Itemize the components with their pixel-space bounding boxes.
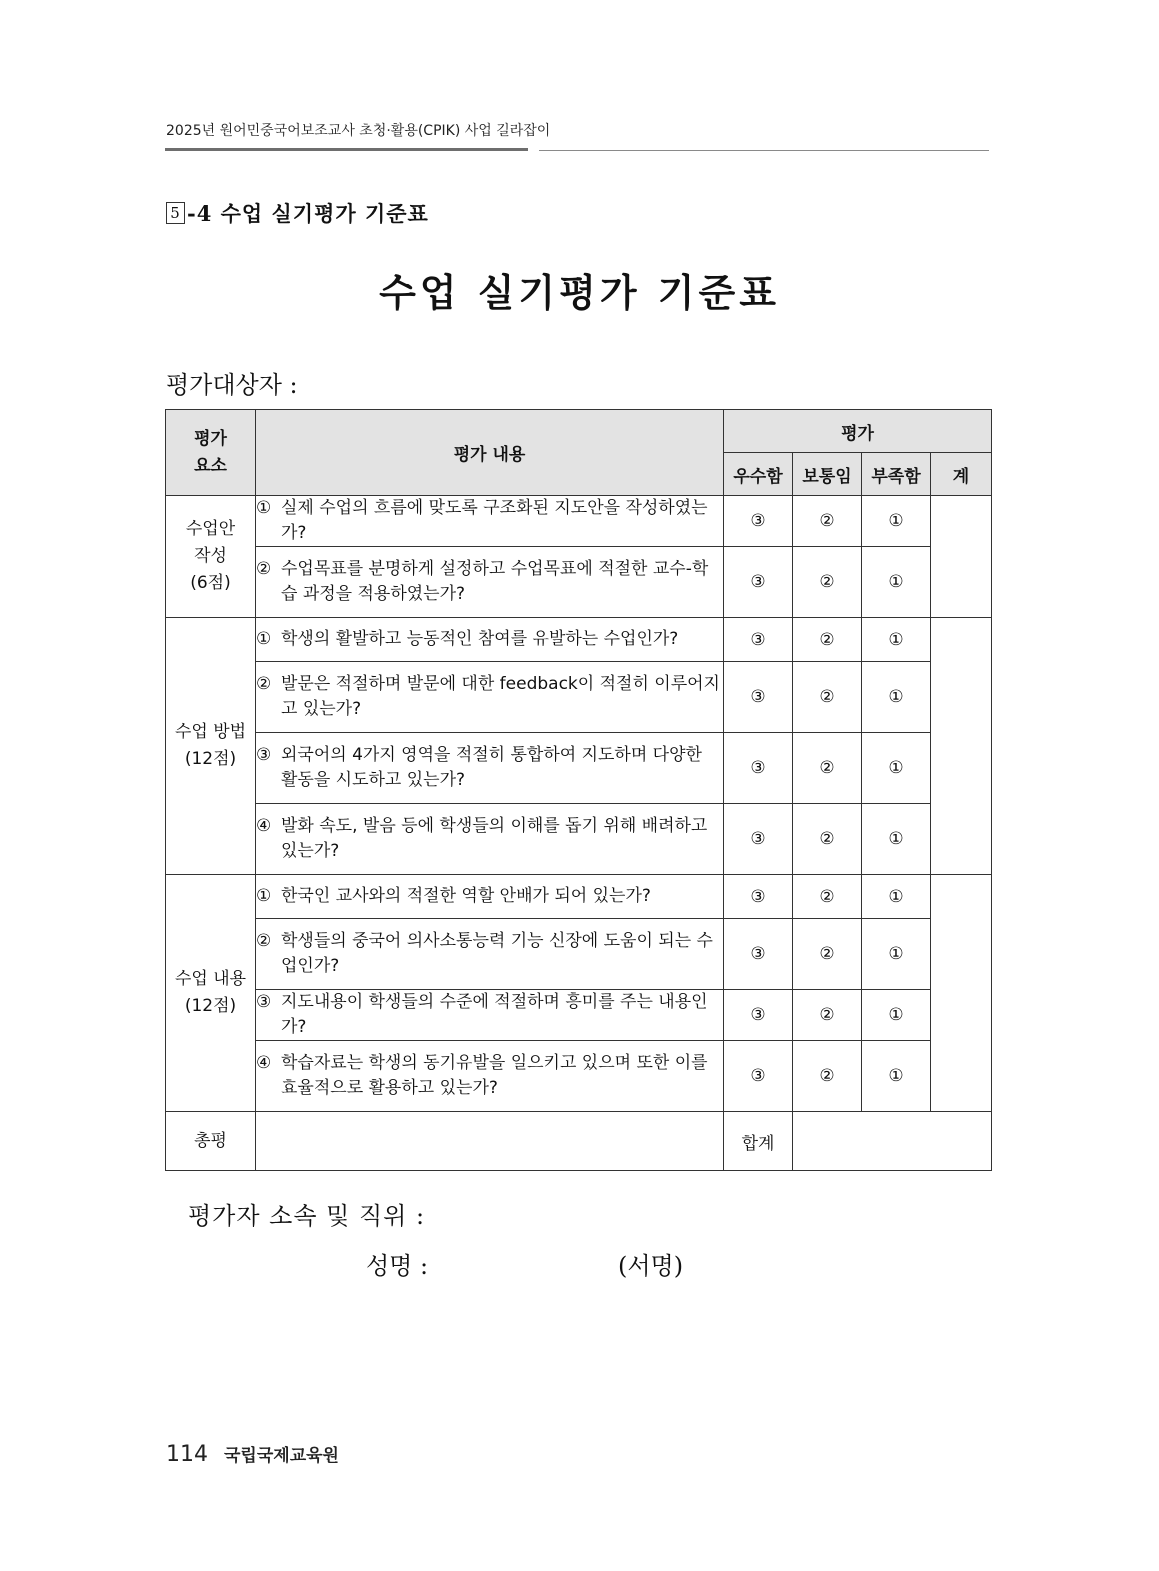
- item-mark: ①: [256, 886, 272, 906]
- score-average[interactable]: ②: [793, 1041, 862, 1112]
- header-content: 평가 내용: [256, 410, 724, 496]
- element-lesson-plan: 수업안 작성 (6점): [166, 496, 256, 618]
- criterion: [256, 1041, 724, 1112]
- score-insufficient[interactable]: ①: [862, 990, 931, 1041]
- score-excellent[interactable]: ③: [724, 990, 793, 1041]
- item-mark: ④: [256, 816, 272, 836]
- sum-cell[interactable]: [931, 875, 992, 1112]
- evaluation-table: [165, 409, 992, 1171]
- score-insufficient[interactable]: ①: [862, 662, 931, 733]
- item-text: 학생의 활발하고 능동적인 참여를 유발하는 수업인가?: [281, 629, 679, 649]
- score-average[interactable]: ②: [793, 618, 862, 662]
- table-row: [166, 618, 992, 662]
- score-insufficient[interactable]: ①: [862, 618, 931, 662]
- criterion: [256, 875, 724, 919]
- page-footer: [166, 1441, 339, 1467]
- header-excellent: 우수함: [724, 453, 793, 496]
- table-row: [166, 733, 992, 804]
- item-text: 수업목표를 분명하게 설정하고 수업목표에 적절한 교수-학습 과정을 적용하였는가?: [281, 559, 709, 604]
- criterion: [256, 496, 724, 547]
- sum-cell[interactable]: [931, 618, 992, 875]
- item-text: 발화 속도, 발음 등에 학생들의 이해를 돕기 위해 배려하고 있는가?: [281, 816, 708, 861]
- score-average[interactable]: ②: [793, 919, 862, 990]
- table-row: [166, 496, 992, 547]
- score-excellent[interactable]: ③: [724, 733, 793, 804]
- score-insufficient[interactable]: ①: [862, 547, 931, 618]
- summary-field[interactable]: [256, 1112, 724, 1171]
- score-insufficient[interactable]: ①: [862, 1041, 931, 1112]
- item-mark: ②: [256, 674, 272, 694]
- score-insufficient[interactable]: ①: [862, 733, 931, 804]
- criterion: [256, 733, 724, 804]
- score-average[interactable]: ②: [793, 547, 862, 618]
- running-header: 2025년 원어민중국어보조교사 초청·활용(CPIK) 사업 길라잡이: [166, 123, 551, 139]
- criterion: [256, 804, 724, 875]
- score-average[interactable]: ②: [793, 804, 862, 875]
- item-text: 지도내용이 학생들의 수준에 적절하며 흥미를 주는 내용인가?: [281, 992, 708, 1037]
- table-row: [166, 919, 992, 990]
- evaluation-target-label: 평가대상자 :: [166, 371, 298, 399]
- score-insufficient[interactable]: ①: [862, 919, 931, 990]
- table-row: [166, 804, 992, 875]
- header-average: 보통임: [793, 453, 862, 496]
- score-average[interactable]: ②: [793, 990, 862, 1041]
- score-excellent[interactable]: ③: [724, 919, 793, 990]
- item-mark: ②: [256, 931, 272, 951]
- item-mark: ③: [256, 992, 272, 1012]
- item-mark: ③: [256, 745, 272, 765]
- header-element: 평가 요소: [166, 410, 256, 496]
- score-excellent[interactable]: ③: [724, 1041, 793, 1112]
- page-number: 114: [166, 1442, 208, 1467]
- header-insufficient: 부족함: [862, 453, 931, 496]
- score-average[interactable]: ②: [793, 496, 862, 547]
- header-rule-thin: [539, 150, 989, 151]
- score-excellent[interactable]: ③: [724, 496, 793, 547]
- score-insufficient[interactable]: ①: [862, 875, 931, 919]
- evaluator-affiliation-label: 평가자 소속 및 직위 :: [188, 1202, 426, 1230]
- signature-label: (서명): [618, 1252, 684, 1280]
- item-text: 학습자료는 학생의 동기유발을 일으키고 있으며 또한 이를 효율적으로 활용하고 있는가?: [281, 1053, 708, 1098]
- summary-label: 총평: [166, 1112, 256, 1171]
- score-average[interactable]: ②: [793, 662, 862, 733]
- score-average[interactable]: ②: [793, 875, 862, 919]
- item-text: 외국어의 4가지 영역을 적절히 통합하여 지도하며 다양한 활동을 시도하고 있는가?: [281, 745, 702, 790]
- header-sum: 계: [931, 453, 992, 496]
- criterion: [256, 990, 724, 1041]
- table-row: [166, 662, 992, 733]
- score-excellent[interactable]: ③: [724, 618, 793, 662]
- score-excellent[interactable]: ③: [724, 804, 793, 875]
- header-evaluation: 평가: [724, 410, 992, 453]
- criterion: [256, 547, 724, 618]
- document-title: 수업 실기평가 기준표: [379, 271, 780, 315]
- section-heading: [166, 198, 429, 228]
- table-row: [166, 875, 992, 919]
- criterion: [256, 618, 724, 662]
- item-text: 실제 수업의 흐름에 맞도록 구조화된 지도안을 작성하였는가?: [281, 498, 708, 543]
- total-field[interactable]: [793, 1112, 992, 1171]
- element-teaching-method: 수업 방법 (12점): [166, 618, 256, 875]
- criterion: [256, 662, 724, 733]
- item-text: 학생들의 중국어 의사소통능력 기능 신장에 도움이 되는 수업인가?: [281, 931, 713, 976]
- item-mark: ④: [256, 1053, 272, 1073]
- item-mark: ①: [256, 498, 272, 518]
- total-label: 합계: [724, 1112, 793, 1171]
- summary-row: [166, 1112, 992, 1171]
- item-text: 한국인 교사와의 적절한 역할 안배가 되어 있는가?: [281, 886, 651, 906]
- table-row: [166, 547, 992, 618]
- score-excellent[interactable]: ③: [724, 875, 793, 919]
- sum-cell[interactable]: [931, 496, 992, 618]
- table-row: [166, 990, 992, 1041]
- score-average[interactable]: ②: [793, 733, 862, 804]
- table-row: [166, 1041, 992, 1112]
- criterion: [256, 919, 724, 990]
- item-text: 발문은 적절하며 발문에 대한 feedback이 적절히 이루어지고 있는가?: [281, 674, 720, 719]
- score-insufficient[interactable]: ①: [862, 804, 931, 875]
- element-lesson-content: 수업 내용 (12점): [166, 875, 256, 1112]
- footer-organization: 국립국제교육원: [224, 1446, 339, 1466]
- section-number-box: 5: [166, 202, 185, 224]
- section-heading-text: -4 수업 실기평가 기준표: [187, 201, 429, 226]
- evaluator-name-label: 성명 :: [366, 1252, 429, 1280]
- score-insufficient[interactable]: ①: [862, 496, 931, 547]
- item-mark: ①: [256, 629, 272, 649]
- score-excellent[interactable]: ③: [724, 662, 793, 733]
- score-excellent[interactable]: ③: [724, 547, 793, 618]
- header-rule-thick: [165, 148, 528, 151]
- item-mark: ②: [256, 559, 272, 579]
